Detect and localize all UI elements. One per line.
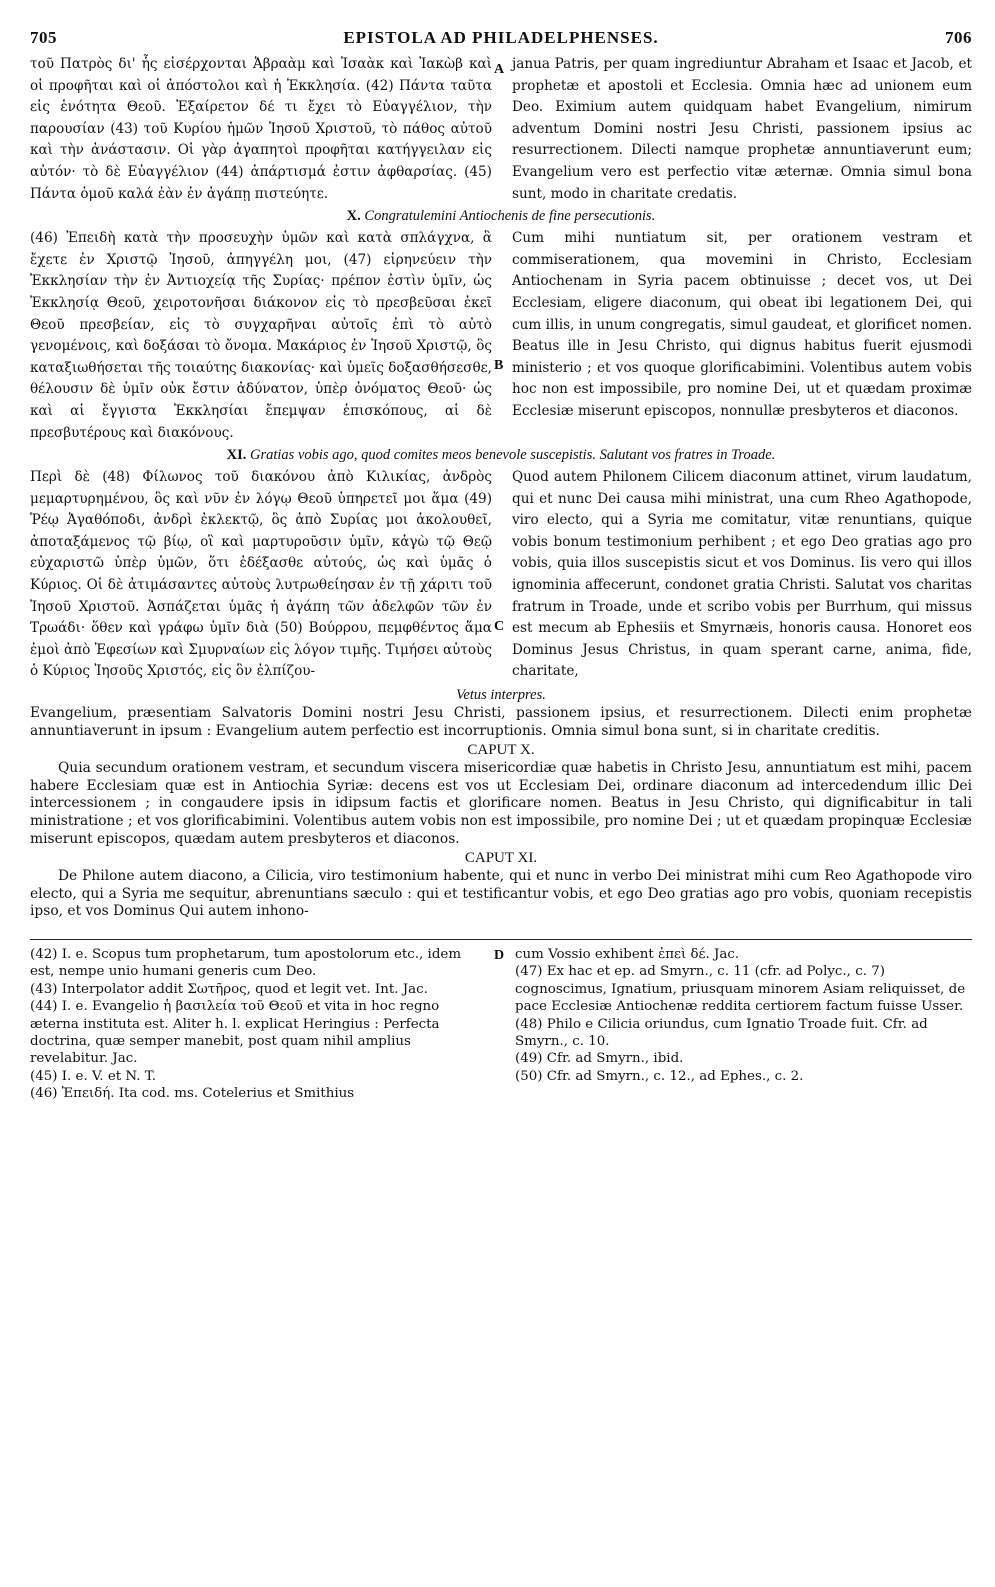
section-number: X.	[346, 208, 361, 225]
footnotes	[30, 946, 972, 1103]
vetus-intro-text: Evangelium, præsentiam Salvatoris Domini nostri Jesu Christi, passionem ipsius, et resurrectionem. Dilecti enim prophetæ annuntiaverunt in ipsum : Evangelium autem perfectio est incorruptionis. Omnia simul bona sunt, si in charitate creditis.	[30, 705, 972, 739]
section-intro	[30, 54, 972, 205]
greek-column: τοῦ Πατρὸς δι' ἧς εἰσέρχονται Ἀβραὰμ καὶ Ἰσαὰκ καὶ Ἰακὼβ καὶ οἱ προφῆται καὶ οἱ ἀπόστολοι καὶ ἡ Ἐκκλησία. (42) Πάντα ταῦτα εἰς ἑνότητα Θεοῦ. Ἐξαίρετον δέ τι ἔχει τὸ Εὐαγγέλιον, τὴν παρουσίαν (43) τοῦ Κυρίου ἡμῶν Ἰησοῦ Χριστοῦ, τὸ πάθος αὐτοῦ καὶ τὴν ἀνάστασιν. Οἱ γὰρ ἀγαπητοὶ προφῆται κατήγγειλαν εἰς αὐτόν· τὸ δὲ Εὐαγγέλιον (44) ἀπάρτισμά ἐστιν ἀφθαρσίας. (45) Πάντα ὁμοῦ καλά ἐὰν ἐν ἀγάπῃ πιστεύητε.	[30, 56, 492, 202]
footnote: (48) Philo e Cilicia oriundus, cum Ignatio Troade fuit. Cfr. ad Smyrn., c. 10.	[515, 1016, 928, 1049]
section-heading-x	[30, 206, 972, 227]
footnotes-left-column	[30, 946, 501, 1103]
footnotes-right-column	[501, 946, 972, 1103]
running-head	[30, 28, 972, 48]
latin-column: janua Patris, per quam ingrediuntur Abraham et Isaac et Jacob, et prophetæ et apostoli et Ecclesia. Omnia hæc ad unionem eum Deo. Eximium autem quidquam habet Evangelium, nimirum adventum Domini nostri Jesu Christi, passionem ipsius ac resurrectionem. Dilecti namque prophetæ annuntiaverunt eum; Evangelium vero est perfectio vitæ æternæ. Omnia simul bona sunt, modo in charitate credatis.	[512, 56, 972, 202]
caput-xi-heading: CAPUT XI.	[464, 850, 538, 867]
caput-x-text: Quia secundum orationem vestram, et secundum viscera misericordiæ quæ habetis in Christo Jesu, annuntiatum est mihi, pacem habere Ecclesiam quæ est in Antiochia Syriæ: decens est vos ut Ecclesiam Dei, ordinare diaconum ad intercedendum illic Dei intercessionem ; in congaudere ipsis in idipsum factis et glorificare nomen. Beatus in Jesu Christo, qui dignificabitur in tali ministratione ; et vos glorificabimini. Volentibus autem vobis non est impossibile, pro nomine Dei ; ut et quædam propinquæ Ecclesiæ miserunt episcopos, quædam autem presbyteros et diaconos.	[30, 760, 972, 847]
footnote: cum Vossio exhibent ἐπεὶ δέ. Jac.	[515, 946, 740, 962]
footnote: (45) I. e. V. et N. T.	[30, 1068, 156, 1084]
footnote: (46) Ἐπειδή. Ita cod. ms. Cotelerius et Smithius	[30, 1086, 355, 1102]
caput-xi-text: De Philone autem diacono, a Cilicia, viro testimonium habente, qui et nunc in verbo Dei ministrat mihi cum Reo Agathopode viro electo, qui a Syria me sequitur, abrenuntians sæculo : qui et testificantur vobis, et ego Deo gratias ago pro vobis, quoniam recepistis ipso, et vos Dominus Qui autem inhono-	[30, 868, 972, 920]
page-number-right: 706	[944, 28, 972, 47]
section-xi	[30, 467, 972, 683]
section-title: Congratulemini Antiochenis de fine persecutionis.	[364, 208, 656, 225]
footnote: (42) I. e. Scopus tum prophetarum, tum apostolorum etc., idem est, nempe unio humani generis cum Deo.	[30, 946, 462, 980]
section-number: XI.	[226, 447, 247, 464]
section-heading-xi	[30, 445, 972, 466]
margin-marker-c: C	[494, 619, 505, 635]
margin-marker-b: B	[494, 358, 504, 374]
latin-column: Cum mihi nuntiatum sit, per orationem vestram et commiserationem, qua movemini in Christo, Ecclesiam Antiochenam in Syria pacem obtinuisse ; decet vos, ut Dei Ecclesiam, eligere diaconum, qui obeat ibi legationem Dei, qui cum illis, in unum congregatis, simul gaudeat, et glorificet nomen. Beatus ille in Jesu Christo, qui dignus habitus fuerit ejusmodi ministerio ; et vos quoque glorificabimini. Volentibus autem vobis hoc non est impossibile, pro nomine Dei, ut et quædam proximæ Ecclesiæ miserunt episcopos, nonnullæ presbyteros et diaconos.	[512, 230, 972, 419]
footnote: (49) Cfr. ad Smyrn., ibid.	[515, 1051, 684, 1067]
footnote: (47) Ex hac et ep. ad Smyrn., c. 11 (cfr. ad Polyc., c. 7) cognoscimus, Ignatium, priusquam minorem Asiam reliquisset, de pace Ecclesiæ Antiochenæ reddita certiorem factum fuisse Usser.	[515, 964, 966, 1015]
margin-marker-a: A	[494, 62, 505, 77]
greek-column: Περὶ δὲ (48) Φίλωνος τοῦ διακόνου ἀπὸ Κιλικίας, ἀνδρὸς μεμαρτυρημένου, ὃς καὶ νῦν ἐν λόγῳ Θεοῦ ὑπηρετεῖ μοι ἅμα (49) Ῥέῳ Ἀγαθόποδι, ἀνδρὶ ἐκλεκτῷ, ὃς ἀπὸ Συρίας μοι ἀκολουθεῖ, ἀποταξάμενος τῷ βίῳ, οἳ καὶ μαρτυροῦσιν ὑμῖν, κἀγὼ τῷ Θεῷ εὐχαριστῶ ὑπὲρ ὑμῶν, ὅτι ἐδέξασθε αὐτούς, ὡς καὶ ὑμᾶς ὁ Κύριος. Οἱ δὲ ἀτιμάσαντες αὐτοὺς λυτρωθείησαν ἐν τῇ χάριτι τοῦ Ἰησοῦ Χριστοῦ. Ἀσπάζεται ὑμᾶς ἡ ἀγάπη τῶν ἀδελφῶν τῶν ἐν Τρωάδι· ὅθεν καὶ γράφω ὑμῖν διὰ (50) Βούρρου, πεμφθέντος ἅμα ἐμοὶ ἀπὸ Ἐφεσίων καὶ Σμυρναίων εἰς λόγον τιμῆς. Τιμήσει αὐτοὺς ὁ Κύριος Ἰησοῦς Χριστός, εἰς ὃν ἐλπίζου-	[30, 469, 492, 680]
footnote: (43) Interpolator addit Σωτῆρος, quod et legit vet. Int. Jac.	[30, 981, 428, 997]
margin-marker-d: D	[494, 947, 505, 963]
caput-x-heading: CAPUT X.	[467, 742, 535, 759]
footnote: (50) Cfr. ad Smyrn., c. 12., ad Ephes., c. 2.	[515, 1068, 804, 1084]
running-title: EPISTOLA AD PHILADELPHENSES.	[343, 28, 659, 47]
latin-column: Quod autem Philonem Cilicem diaconum attinet, virum laudatum, qui et nunc Dei causa mihi ministrat, una cum Rheo Agathopode, viro electo, qui a Syria me comitatur, vitæ renuntians, quique vobis bonum testimonium perhibent ; et ego Deo gratias ago pro vobis, quia illos suscepistis sicut et vos Dominus. Iis vero qui illos ignominia affecerunt, condonet gratia Christi. Salutat vos charitas fratrum in Troade, unde et scribo vobis per Burrhum, qui missus est mecum ab Ephesiis et Smyrnæis, honoris causa. Honoret eos Dominus Jesus Christus, in quam sperant carne, anima, fide, charitate,	[512, 469, 972, 680]
page	[30, 28, 972, 1103]
footnote: (44) I. e. Evangelio ἡ βασιλεία τοῦ Θεοῦ et vita in hoc regno æterna instituta est. Aliter h. l. explicat Heringius : Perfecta doctrina, quæ semper manebit, post quam nihil amplius revelabitur. Jac.	[30, 999, 440, 1067]
greek-column: (46) Ἐπειδὴ κατὰ τὴν προσευχὴν ὑμῶν καὶ κατὰ σπλάγχνα, ἃ ἔχετε ἐν Χριστῷ Ἰησοῦ, ἀπηγγέλη μοι, (47) εἰρηνεύειν τὴν Ἐκκλησίαν τὴν ἐν Ἀντιοχείᾳ τῆς Συρίας· πρέπον ἐστὶν ὑμῖν, ὡς Ἐκκλησίᾳ Θεοῦ, χειροτονῆσαι διάκονον εἰς τὸ πρεσβεῦσαι ἐκεῖ Θεοῦ πρεσβείαν, εἰς τὸ συγχαρῆναι αὐτοῖς ἐπὶ τὸ αὐτὸ γενομένοις, καὶ δοξάσαι τὸ ὄνομα. Μακάριος ἐν Ἰησοῦ Χριστῷ, ὃς καταξιωθήσεται τῆς τοιαύτης διακονίας· καὶ ὑμεῖς δοξασθήσεσθε, θέλουσιν δὲ ὑμῖν οὐκ ἔστιν ἀδύνατον, ὑπὲρ ὀνόματος Θεοῦ· ὡς καὶ αἱ ἔγγιστα Ἐκκλησίαι ἔπεμψαν ἐπισκόπους, αἱ δὲ πρεσβυτέρους καὶ διακόνους.	[30, 230, 492, 441]
footnote-divider	[30, 939, 972, 940]
vetus-interpres-title: Vetus interpres.	[456, 687, 546, 704]
page-number-left: 705	[30, 28, 57, 47]
section-title: Gratias vobis ago, quod comites meos benevole suscepistis. Salutant vos fratres in Troade.	[250, 447, 776, 464]
section-x	[30, 228, 972, 444]
